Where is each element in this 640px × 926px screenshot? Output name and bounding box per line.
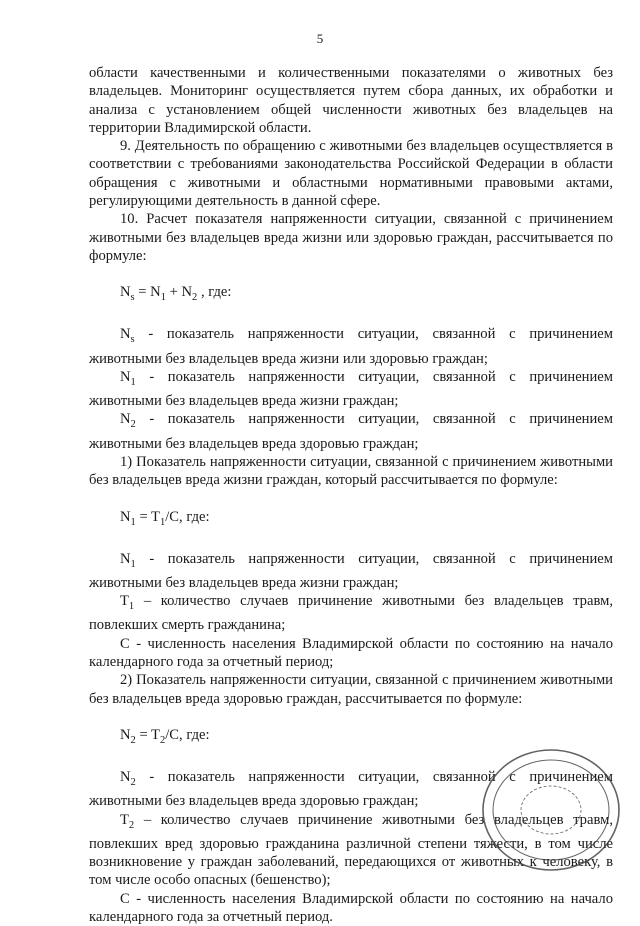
definition-n2-sub2: $N_2$ - показатель напряженности ситуации, связанной с причинением животными без владельцев вреда здоровью граждан; (89, 769, 613, 810)
definition-t1: $T_1$ – количество случаев причинение животными без владельцев травм, повлекших смерть гражданина; (89, 593, 613, 634)
formula-ns: $N_s = N_1 + N_2$ , где: (120, 284, 232, 304)
formula-n1: $N_1 = T_1/C$, где: (120, 508, 210, 528)
paragraph-monitoring-end: области качественными и количественными показателями о животных без владельцев. Мониторинг осуществляется путем сбора данных, их обработки и анализа с установлением общей численности животных без владельцев на территории Владимирской области. (89, 65, 613, 136)
definition-c-sub1: С - численность населения Владимирской области по состоянию на начало календарного года за отчетный период; (89, 635, 613, 671)
definition-ns: $N_s$ - показатель напряженности ситуации, связанной с причинением животными без владельцев вреда жизни или здоровью граждан; (89, 326, 613, 367)
page-number: 5 (316, 31, 324, 46)
subsection-2: 2) Показатель напряженности ситуации, связанной с причинением животными без владельцев вреда здоровью граждан, рассчитывается по формуле: (89, 672, 613, 707)
official-stamp (478, 746, 624, 874)
definition-c-sub2: С - численность населения Владимирской области по состоянию на начало календарного года за отчетный период. (89, 890, 613, 926)
paragraph-9: 9. Деятельность по обращению с животными без владельцев осуществляется в соответствии с требованиями законодательства Российской Федерации в области обращения с животными и областными нормативными правовыми актами, регулирующими деятельность в данной сфере. (89, 138, 613, 210)
subsection-1: 1) Показатель напряженности ситуации, связанной с причинением животными без владельцев вреда жизни граждан, который рассчитывается по формуле: (89, 453, 613, 489)
formula-n2: $N_2 = T_2/C$, где: (120, 726, 210, 746)
paragraph-10: 10. Расчет показателя напряженности ситуации, связанной с причинением животными без владельцев вреда жизни или здоровью граждан, рассчитывается по формуле: (89, 211, 613, 264)
definition-n1-sub1: $N_1$ - показатель напряженности ситуации, связанной с причинением животными без владельцев вреда жизни граждан; (89, 550, 613, 591)
definition-n2: $N_2$ - показатель напряженности ситуации, связанной с причинением животными без владельцев вреда здоровью граждан; (89, 411, 613, 452)
definition-t2: $T_2$ – количество случаев причинение животными без владельцев травм, повлекших вред здоровью гражданина различной степени тяжести, в том числе возникновение у граждан заболеваний, передающихся от животных к человеку, в том числе особо опасных (бешенство); (89, 811, 613, 889)
definition-n1: $N_1$ - показатель напряженности ситуации, связанной с причинением животными без владельцев вреда жизни граждан; (89, 368, 613, 410)
